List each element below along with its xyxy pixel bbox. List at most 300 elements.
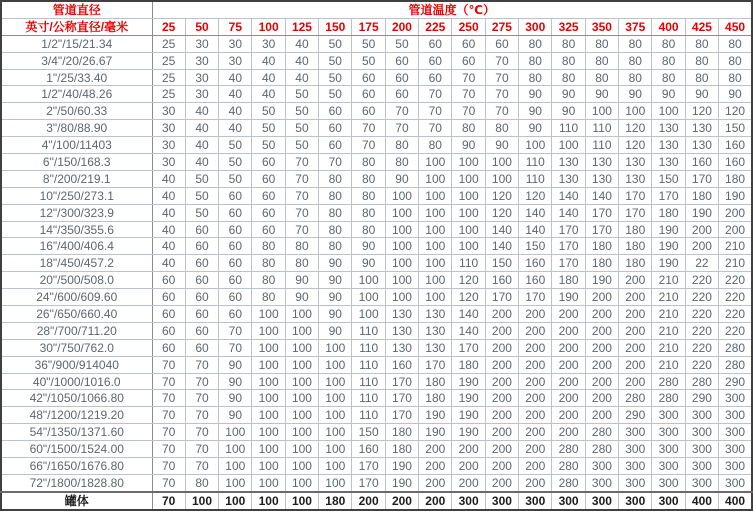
value-cell: 200 [552, 322, 585, 339]
pipe-size-cell: 42"/1050/1066.80 [1, 390, 152, 407]
value-cell: 200 [352, 492, 385, 510]
temperature-group-header-cell: 管道温度（℃） [152, 1, 752, 18]
value-cell: 100 [319, 339, 352, 356]
table-row [1, 390, 752, 407]
value-cell: 80 [585, 69, 618, 86]
value-cell: 160 [685, 154, 718, 171]
pipe-size-cell: 36"/900/914040 [1, 356, 152, 373]
value-cell: 80 [285, 238, 318, 255]
value-cell: 100 [285, 424, 318, 441]
value-cell: 200 [619, 373, 652, 390]
value-cell: 200 [552, 339, 585, 356]
value-cell: 170 [385, 373, 418, 390]
value-cell: 40 [252, 69, 285, 86]
value-cell: 100 [252, 322, 285, 339]
value-cell: 140 [485, 238, 518, 255]
table-row [1, 204, 752, 221]
value-cell: 200 [485, 390, 518, 407]
value-cell: 100 [385, 255, 418, 272]
value-cell: 100 [319, 356, 352, 373]
value-cell: 120 [452, 289, 485, 306]
value-cell: 80 [252, 238, 285, 255]
value-cell: 100 [485, 154, 518, 171]
value-cell: 120 [485, 187, 518, 204]
value-cell: 180 [452, 356, 485, 373]
value-cell: 300 [619, 441, 652, 458]
value-cell: 140 [519, 204, 552, 221]
value-cell: 100 [285, 441, 318, 458]
value-cell: 100 [285, 458, 318, 475]
value-cell: 110 [519, 170, 552, 187]
value-cell: 80 [352, 170, 385, 187]
value-cell: 110 [352, 356, 385, 373]
value-cell: 70 [419, 120, 452, 137]
value-cell: 170 [452, 339, 485, 356]
value-cell: 300 [719, 390, 752, 407]
value-cell: 60 [185, 289, 218, 306]
pipe-size-cell: 3"/80/88.90 [1, 120, 152, 137]
value-cell: 40 [152, 221, 185, 238]
value-cell: 25 [152, 69, 185, 86]
value-cell: 60 [452, 52, 485, 69]
value-cell: 200 [519, 306, 552, 323]
temp-header-cell: 225 [419, 18, 452, 35]
value-cell: 200 [552, 407, 585, 424]
table-row [1, 52, 752, 69]
value-cell: 200 [585, 306, 618, 323]
value-cell: 300 [585, 458, 618, 475]
value-cell: 60 [152, 339, 185, 356]
value-cell: 80 [652, 69, 685, 86]
pipe-size-cell: 18"/450/457.2 [1, 255, 152, 272]
table-header [1, 1, 752, 35]
value-cell: 200 [519, 474, 552, 491]
value-cell: 100 [552, 137, 585, 154]
table-row [1, 458, 752, 475]
value-cell: 100 [285, 492, 318, 510]
pipe-size-cell: 4"/100/11403 [1, 137, 152, 154]
value-cell: 100 [252, 458, 285, 475]
value-cell: 80 [252, 255, 285, 272]
table-row [1, 373, 752, 390]
value-cell: 80 [519, 35, 552, 52]
pipe-size-cell: 40"/1000/1016.0 [1, 373, 152, 390]
value-cell: 200 [485, 306, 518, 323]
value-cell: 200 [519, 441, 552, 458]
value-cell: 300 [685, 441, 718, 458]
value-cell: 120 [685, 103, 718, 120]
value-cell: 200 [519, 322, 552, 339]
value-cell: 180 [319, 492, 352, 510]
value-cell: 100 [185, 492, 218, 510]
value-cell: 210 [652, 339, 685, 356]
value-cell: 140 [552, 204, 585, 221]
value-cell: 70 [152, 441, 185, 458]
value-cell: 180 [419, 373, 452, 390]
value-cell: 180 [419, 390, 452, 407]
value-cell: 70 [152, 474, 185, 491]
value-cell: 70 [152, 492, 185, 510]
value-cell: 190 [419, 424, 452, 441]
value-cell: 50 [385, 35, 418, 52]
value-cell: 100 [319, 474, 352, 491]
value-cell: 130 [652, 120, 685, 137]
value-cell: 130 [585, 170, 618, 187]
value-cell: 60 [185, 221, 218, 238]
value-cell: 100 [452, 238, 485, 255]
value-cell: 180 [619, 255, 652, 272]
value-cell: 300 [652, 458, 685, 475]
value-cell: 80 [552, 69, 585, 86]
value-cell: 40 [152, 238, 185, 255]
value-cell: 30 [219, 52, 252, 69]
value-cell: 60 [185, 306, 218, 323]
temp-header-cell: 75 [219, 18, 252, 35]
value-cell: 100 [252, 492, 285, 510]
value-cell: 40 [219, 86, 252, 103]
value-cell: 40 [219, 120, 252, 137]
value-cell: 80 [685, 69, 718, 86]
value-cell: 70 [152, 407, 185, 424]
value-cell: 120 [485, 204, 518, 221]
value-cell: 60 [219, 306, 252, 323]
value-cell: 180 [719, 170, 752, 187]
value-cell: 220 [685, 306, 718, 323]
value-cell: 200 [619, 322, 652, 339]
value-cell: 180 [619, 238, 652, 255]
value-cell: 160 [719, 137, 752, 154]
value-cell: 80 [552, 52, 585, 69]
table-row [1, 474, 752, 491]
value-cell: 60 [219, 289, 252, 306]
value-cell: 100 [252, 407, 285, 424]
value-cell: 130 [652, 154, 685, 171]
value-cell: 120 [619, 137, 652, 154]
value-cell: 100 [285, 474, 318, 491]
value-cell: 90 [585, 86, 618, 103]
value-cell: 120 [519, 187, 552, 204]
value-cell: 40 [152, 170, 185, 187]
value-cell: 90 [219, 390, 252, 407]
value-cell: 130 [685, 120, 718, 137]
value-cell: 100 [252, 441, 285, 458]
value-cell: 200 [519, 339, 552, 356]
table-row [1, 339, 752, 356]
value-cell: 200 [485, 356, 518, 373]
value-cell: 200 [419, 441, 452, 458]
value-cell: 200 [619, 289, 652, 306]
temp-header-cell: 350 [585, 18, 618, 35]
pipe-size-cell: 30"/750/762.0 [1, 339, 152, 356]
group-header-row [1, 1, 752, 18]
value-cell: 110 [352, 407, 385, 424]
value-cell: 200 [585, 322, 618, 339]
value-cell: 100 [319, 458, 352, 475]
pipe-size-cell: 24"/600/609.60 [1, 289, 152, 306]
table-row [1, 187, 752, 204]
value-cell: 100 [285, 322, 318, 339]
value-cell: 100 [619, 103, 652, 120]
value-cell: 100 [419, 154, 452, 171]
temp-header-cell: 50 [185, 18, 218, 35]
value-cell: 80 [385, 137, 418, 154]
value-cell: 200 [452, 474, 485, 491]
pipe-size-cell: 3/4"/20/26.67 [1, 52, 152, 69]
value-cell: 100 [252, 474, 285, 491]
pipe-size-cell: 12"/300/323.9 [1, 204, 152, 221]
value-cell: 80 [685, 52, 718, 69]
value-cell: 70 [152, 373, 185, 390]
value-cell: 80 [719, 69, 752, 86]
value-cell: 120 [619, 120, 652, 137]
value-cell: 100 [585, 103, 618, 120]
value-cell: 40 [219, 103, 252, 120]
value-cell: 130 [552, 154, 585, 171]
value-cell: 180 [585, 255, 618, 272]
table-row [1, 69, 752, 86]
value-cell: 50 [285, 120, 318, 137]
value-cell: 200 [419, 474, 452, 491]
value-cell: 110 [585, 137, 618, 154]
value-cell: 300 [585, 492, 618, 510]
value-cell: 30 [252, 35, 285, 52]
value-cell: 140 [452, 322, 485, 339]
value-cell: 80 [719, 52, 752, 69]
diameter-header-cell: 管道直径 [1, 1, 152, 18]
tank-body-row [1, 492, 752, 510]
table-row [1, 170, 752, 187]
value-cell: 60 [219, 187, 252, 204]
value-cell: 300 [652, 407, 685, 424]
value-cell: 60 [219, 255, 252, 272]
pipe-size-cell: 罐体 [1, 492, 152, 510]
value-cell: 60 [185, 255, 218, 272]
value-cell: 180 [385, 441, 418, 458]
value-cell: 130 [419, 339, 452, 356]
value-cell: 170 [552, 238, 585, 255]
value-cell: 100 [419, 289, 452, 306]
value-cell: 70 [485, 86, 518, 103]
table-row [1, 137, 752, 154]
value-cell: 190 [652, 221, 685, 238]
value-cell: 190 [652, 238, 685, 255]
value-cell: 80 [252, 272, 285, 289]
value-cell: 80 [585, 52, 618, 69]
value-cell: 100 [252, 390, 285, 407]
value-cell: 170 [619, 187, 652, 204]
value-cell: 190 [719, 187, 752, 204]
value-cell: 40 [152, 204, 185, 221]
value-cell: 100 [519, 137, 552, 154]
value-cell: 130 [619, 170, 652, 187]
value-cell: 90 [319, 306, 352, 323]
value-cell: 70 [152, 458, 185, 475]
value-cell: 80 [319, 238, 352, 255]
value-cell: 200 [485, 458, 518, 475]
value-cell: 50 [352, 35, 385, 52]
value-cell: 80 [352, 204, 385, 221]
value-cell: 22 [685, 255, 718, 272]
value-cell: 60 [185, 322, 218, 339]
value-cell: 50 [352, 52, 385, 69]
value-cell: 40 [252, 86, 285, 103]
value-cell: 25 [152, 86, 185, 103]
value-cell: 90 [619, 86, 652, 103]
value-cell: 200 [419, 492, 452, 510]
value-cell: 200 [585, 390, 618, 407]
value-cell: 190 [552, 289, 585, 306]
value-cell: 70 [319, 154, 352, 171]
temp-header-cell: 250 [452, 18, 485, 35]
value-cell: 40 [152, 255, 185, 272]
value-cell: 40 [185, 103, 218, 120]
value-cell: 60 [252, 221, 285, 238]
table-body [1, 35, 752, 509]
value-cell: 100 [419, 238, 452, 255]
value-cell: 190 [452, 373, 485, 390]
value-cell: 90 [652, 86, 685, 103]
value-cell: 70 [185, 390, 218, 407]
value-cell: 50 [319, 35, 352, 52]
value-cell: 130 [652, 137, 685, 154]
value-cell: 80 [352, 221, 385, 238]
pipe-size-cell: 10"/250/273.1 [1, 187, 152, 204]
value-cell: 90 [319, 322, 352, 339]
value-cell: 90 [519, 86, 552, 103]
value-cell: 200 [485, 407, 518, 424]
value-cell: 100 [319, 390, 352, 407]
value-cell: 50 [219, 154, 252, 171]
value-cell: 100 [385, 289, 418, 306]
value-cell: 70 [385, 120, 418, 137]
value-cell: 130 [385, 306, 418, 323]
value-cell: 70 [152, 424, 185, 441]
value-cell: 100 [419, 187, 452, 204]
value-cell: 290 [619, 407, 652, 424]
value-cell: 120 [452, 272, 485, 289]
value-cell: 110 [352, 322, 385, 339]
value-cell: 200 [585, 356, 618, 373]
table-row [1, 86, 752, 103]
value-cell: 90 [685, 86, 718, 103]
value-cell: 50 [252, 103, 285, 120]
value-cell: 30 [185, 52, 218, 69]
value-cell: 60 [485, 35, 518, 52]
value-cell: 80 [585, 35, 618, 52]
table-row [1, 221, 752, 238]
value-cell: 200 [552, 390, 585, 407]
value-cell: 170 [552, 255, 585, 272]
value-cell: 70 [452, 86, 485, 103]
pipe-size-cell: 54"/1350/1371.60 [1, 424, 152, 441]
value-cell: 100 [452, 221, 485, 238]
value-cell: 180 [685, 187, 718, 204]
value-cell: 60 [219, 238, 252, 255]
value-cell: 70 [285, 187, 318, 204]
temp-header-cell: 275 [485, 18, 518, 35]
temp-header-cell: 200 [385, 18, 418, 35]
pipe-size-cell: 28"/700/711.20 [1, 322, 152, 339]
value-cell: 70 [352, 120, 385, 137]
value-cell: 200 [419, 458, 452, 475]
value-cell: 50 [185, 170, 218, 187]
value-cell: 60 [419, 69, 452, 86]
value-cell: 80 [519, 69, 552, 86]
temperature-values-header-row [1, 18, 752, 35]
value-cell: 100 [485, 170, 518, 187]
value-cell: 150 [719, 120, 752, 137]
pipe-size-cell: 66"/1650/1676.80 [1, 458, 152, 475]
value-cell: 200 [719, 221, 752, 238]
table-row [1, 154, 752, 171]
value-cell: 70 [485, 103, 518, 120]
value-cell: 80 [652, 35, 685, 52]
value-cell: 50 [185, 187, 218, 204]
value-cell: 300 [685, 407, 718, 424]
pipe-size-cell: 16"/400/406.4 [1, 238, 152, 255]
value-cell: 100 [452, 170, 485, 187]
pipe-size-cell: 1"/25/33.40 [1, 69, 152, 86]
value-cell: 170 [585, 221, 618, 238]
pipe-size-cell: 2"/50/60.33 [1, 103, 152, 120]
value-cell: 40 [285, 52, 318, 69]
value-cell: 70 [285, 170, 318, 187]
temp-header-cell: 100 [252, 18, 285, 35]
value-cell: 170 [652, 187, 685, 204]
value-cell: 130 [385, 322, 418, 339]
value-cell: 80 [685, 35, 718, 52]
value-cell: 100 [252, 373, 285, 390]
table-row [1, 103, 752, 120]
value-cell: 200 [619, 272, 652, 289]
value-cell: 300 [685, 458, 718, 475]
table-row [1, 441, 752, 458]
value-cell: 60 [152, 322, 185, 339]
size-unit-header-cell: 英寸/公称直径/毫米 [1, 18, 152, 35]
value-cell: 200 [619, 356, 652, 373]
value-cell: 200 [619, 306, 652, 323]
value-cell: 180 [552, 272, 585, 289]
value-cell: 50 [319, 52, 352, 69]
value-cell: 190 [385, 474, 418, 491]
value-cell: 100 [219, 492, 252, 510]
value-cell: 150 [652, 170, 685, 187]
value-cell: 80 [319, 204, 352, 221]
value-cell: 200 [552, 373, 585, 390]
value-cell: 220 [685, 339, 718, 356]
value-cell: 90 [552, 103, 585, 120]
value-cell: 80 [319, 170, 352, 187]
value-cell: 140 [485, 221, 518, 238]
value-cell: 60 [352, 86, 385, 103]
value-cell: 170 [552, 221, 585, 238]
value-cell: 100 [385, 221, 418, 238]
value-cell: 80 [319, 187, 352, 204]
table-row [1, 238, 752, 255]
value-cell: 30 [185, 35, 218, 52]
value-cell: 90 [219, 407, 252, 424]
value-cell: 160 [719, 154, 752, 171]
value-cell: 70 [219, 322, 252, 339]
value-cell: 70 [385, 103, 418, 120]
value-cell: 300 [619, 474, 652, 491]
value-cell: 30 [152, 137, 185, 154]
value-cell: 100 [219, 424, 252, 441]
value-cell: 60 [252, 154, 285, 171]
value-cell: 100 [319, 373, 352, 390]
value-cell: 110 [352, 390, 385, 407]
value-cell: 60 [352, 103, 385, 120]
